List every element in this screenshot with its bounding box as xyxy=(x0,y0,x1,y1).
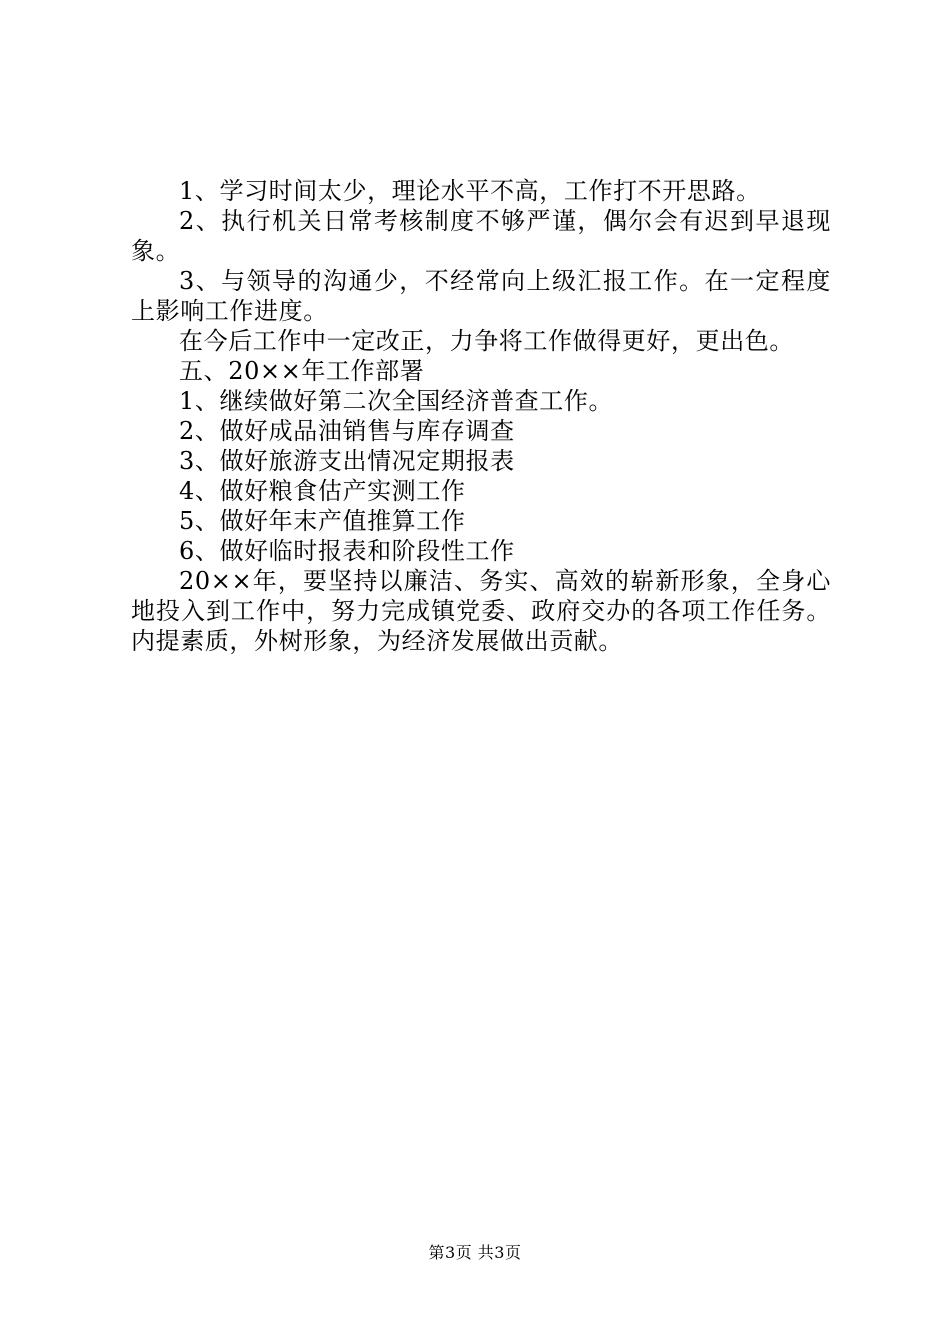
plan-item-2: 2、做好成品油销售与库存调查 xyxy=(179,417,515,445)
paragraph-issue-3: 3、与领导的沟通少，不经常向上级汇报工作。在一定程度上影响工作进度。 xyxy=(131,267,831,325)
document-body xyxy=(131,176,831,656)
plan-item-1: 1、继续做好第二次全国经济普查工作。 xyxy=(179,387,614,415)
section-heading-work-plan: 五、20××年工作部署 xyxy=(179,357,425,385)
paragraph-improvement: 在今后工作中一定改正，力争将工作做得更好，更出色。 xyxy=(179,327,794,355)
plan-item-3: 3、做好旅游支出情况定期报表 xyxy=(179,447,515,475)
plan-item-6: 6、做好临时报表和阶段性工作 xyxy=(179,537,515,565)
paragraph-issue-1: 1、学习时间太少，理论水平不高，工作打不开思路。 xyxy=(179,177,761,205)
closing-paragraph: 20××年，要坚持以廉洁、务实、高效的崭新形象，全身心地投入到工作中，努力完成镇党委、政府交办的各项工作任务。内提素质，外树形象，为经济发展做出贡献。 xyxy=(131,567,831,655)
paragraph-issue-2: 2、执行机关日常考核制度不够严谨，偶尔会有迟到早退现象。 xyxy=(131,207,831,265)
plan-item-4: 4、做好粮食估产实测工作 xyxy=(179,477,466,505)
plan-item-5: 5、做好年末产值推算工作 xyxy=(179,507,466,535)
page-number-footer: 第3页 共3页 xyxy=(428,1243,522,1262)
